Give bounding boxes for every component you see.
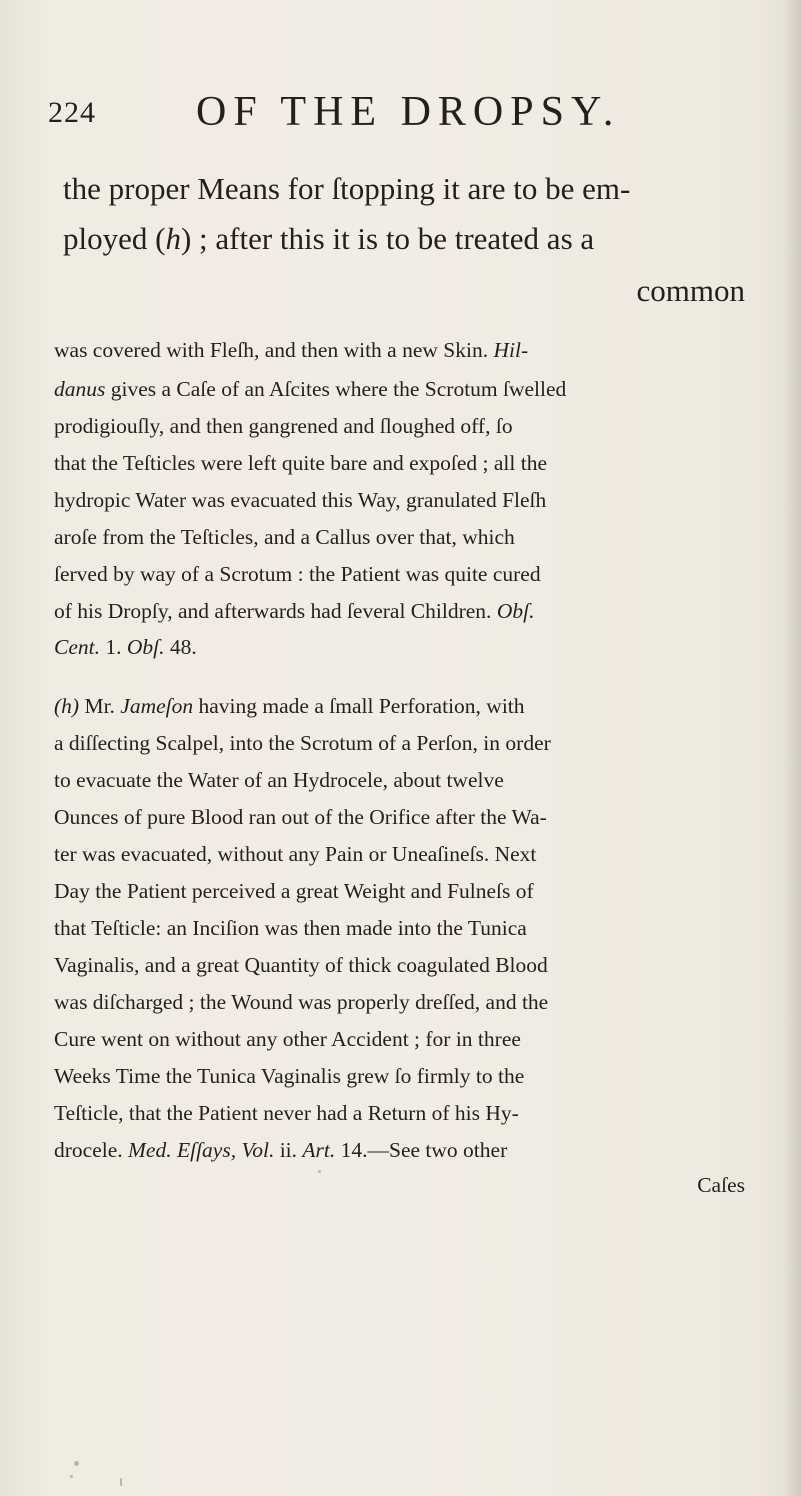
footnote-line: of his Dropſy, and afterwards had ſeveral Children. Obſ. bbox=[54, 599, 535, 623]
paper-speck bbox=[70, 1475, 73, 1478]
paper-speck bbox=[120, 1478, 122, 1486]
paper-speck bbox=[74, 1461, 79, 1466]
page-edge-shadow bbox=[783, 0, 801, 1496]
catchword: Caſes bbox=[697, 1173, 745, 1197]
footnote-line: prodigiouſly, and then gangrened and ſloughed off, ſo bbox=[54, 414, 513, 438]
footnote-line: Teſticle, that the Patient never had a Return of his Hy- bbox=[54, 1101, 519, 1125]
footnote-line: Ounces of pure Blood ran out of the Orifice after the Wa- bbox=[54, 805, 547, 829]
footnote-line: Day the Patient perceived a great Weight and Fulneſs of bbox=[54, 879, 534, 903]
footnote-line: ter was evacuated, without any Pain or Uneaſineſs. Next bbox=[54, 842, 537, 866]
footnote-line: that Teſticle: an Inciſion was then made into the Tunica bbox=[54, 916, 527, 940]
footnote-line: Vaginalis, and a great Quantity of thick coagulated Blood bbox=[54, 953, 548, 977]
footnote-line: danus gives a Caſe of an Aſcites where the Scrotum ſwelled bbox=[54, 377, 567, 401]
footnote-line: Cent. 1. Obſ. 48. bbox=[54, 635, 197, 659]
footnote-line: (h) Mr. Jameſon having made a ſmall Perforation, with bbox=[54, 694, 525, 718]
running-head bbox=[48, 88, 748, 138]
footnote-line: was diſcharged ; the Wound was properly dreſſed, and the bbox=[54, 990, 549, 1014]
paper-speck bbox=[318, 1170, 321, 1173]
running-head-title: OF THE DROPSY. bbox=[196, 89, 621, 135]
catchword: common bbox=[636, 273, 745, 308]
main-text-line: ployed (h) ; after this it is to be treated as a bbox=[63, 221, 595, 256]
main-text-line: the proper Means for ſtopping it are to be em- bbox=[63, 171, 631, 206]
footnote-line: Cure went on without any other Accident ; for in three bbox=[54, 1027, 521, 1051]
footnote-line: Weeks Time the Tunica Vaginalis grew ſo firmly to the bbox=[54, 1064, 525, 1088]
page-number: 224 bbox=[48, 96, 96, 129]
footnote-line: was covered with Fleſh, and then with a new Skin. Hil- bbox=[54, 338, 529, 362]
footnote-line: drocele. Med. Eſſays, Vol. ii. Art. 14.—See two other bbox=[54, 1138, 508, 1162]
footnote-line: aroſe from the Teſticles, and a Callus over that, which bbox=[54, 525, 515, 549]
footnote-line: that the Teſticles were left quite bare and expoſed ; all the bbox=[54, 451, 547, 475]
footnote-line: to evacuate the Water of an Hydrocele, about twelve bbox=[54, 768, 504, 792]
footnote-line: ſerved by way of a Scrotum : the Patient was quite cured bbox=[54, 562, 541, 586]
footnote-line: hydropic Water was evacuated this Way, granulated Fleſh bbox=[54, 488, 547, 512]
footnote-line: a diſſecting Scalpel, into the Scrotum of a Perſon, in order bbox=[54, 731, 551, 755]
